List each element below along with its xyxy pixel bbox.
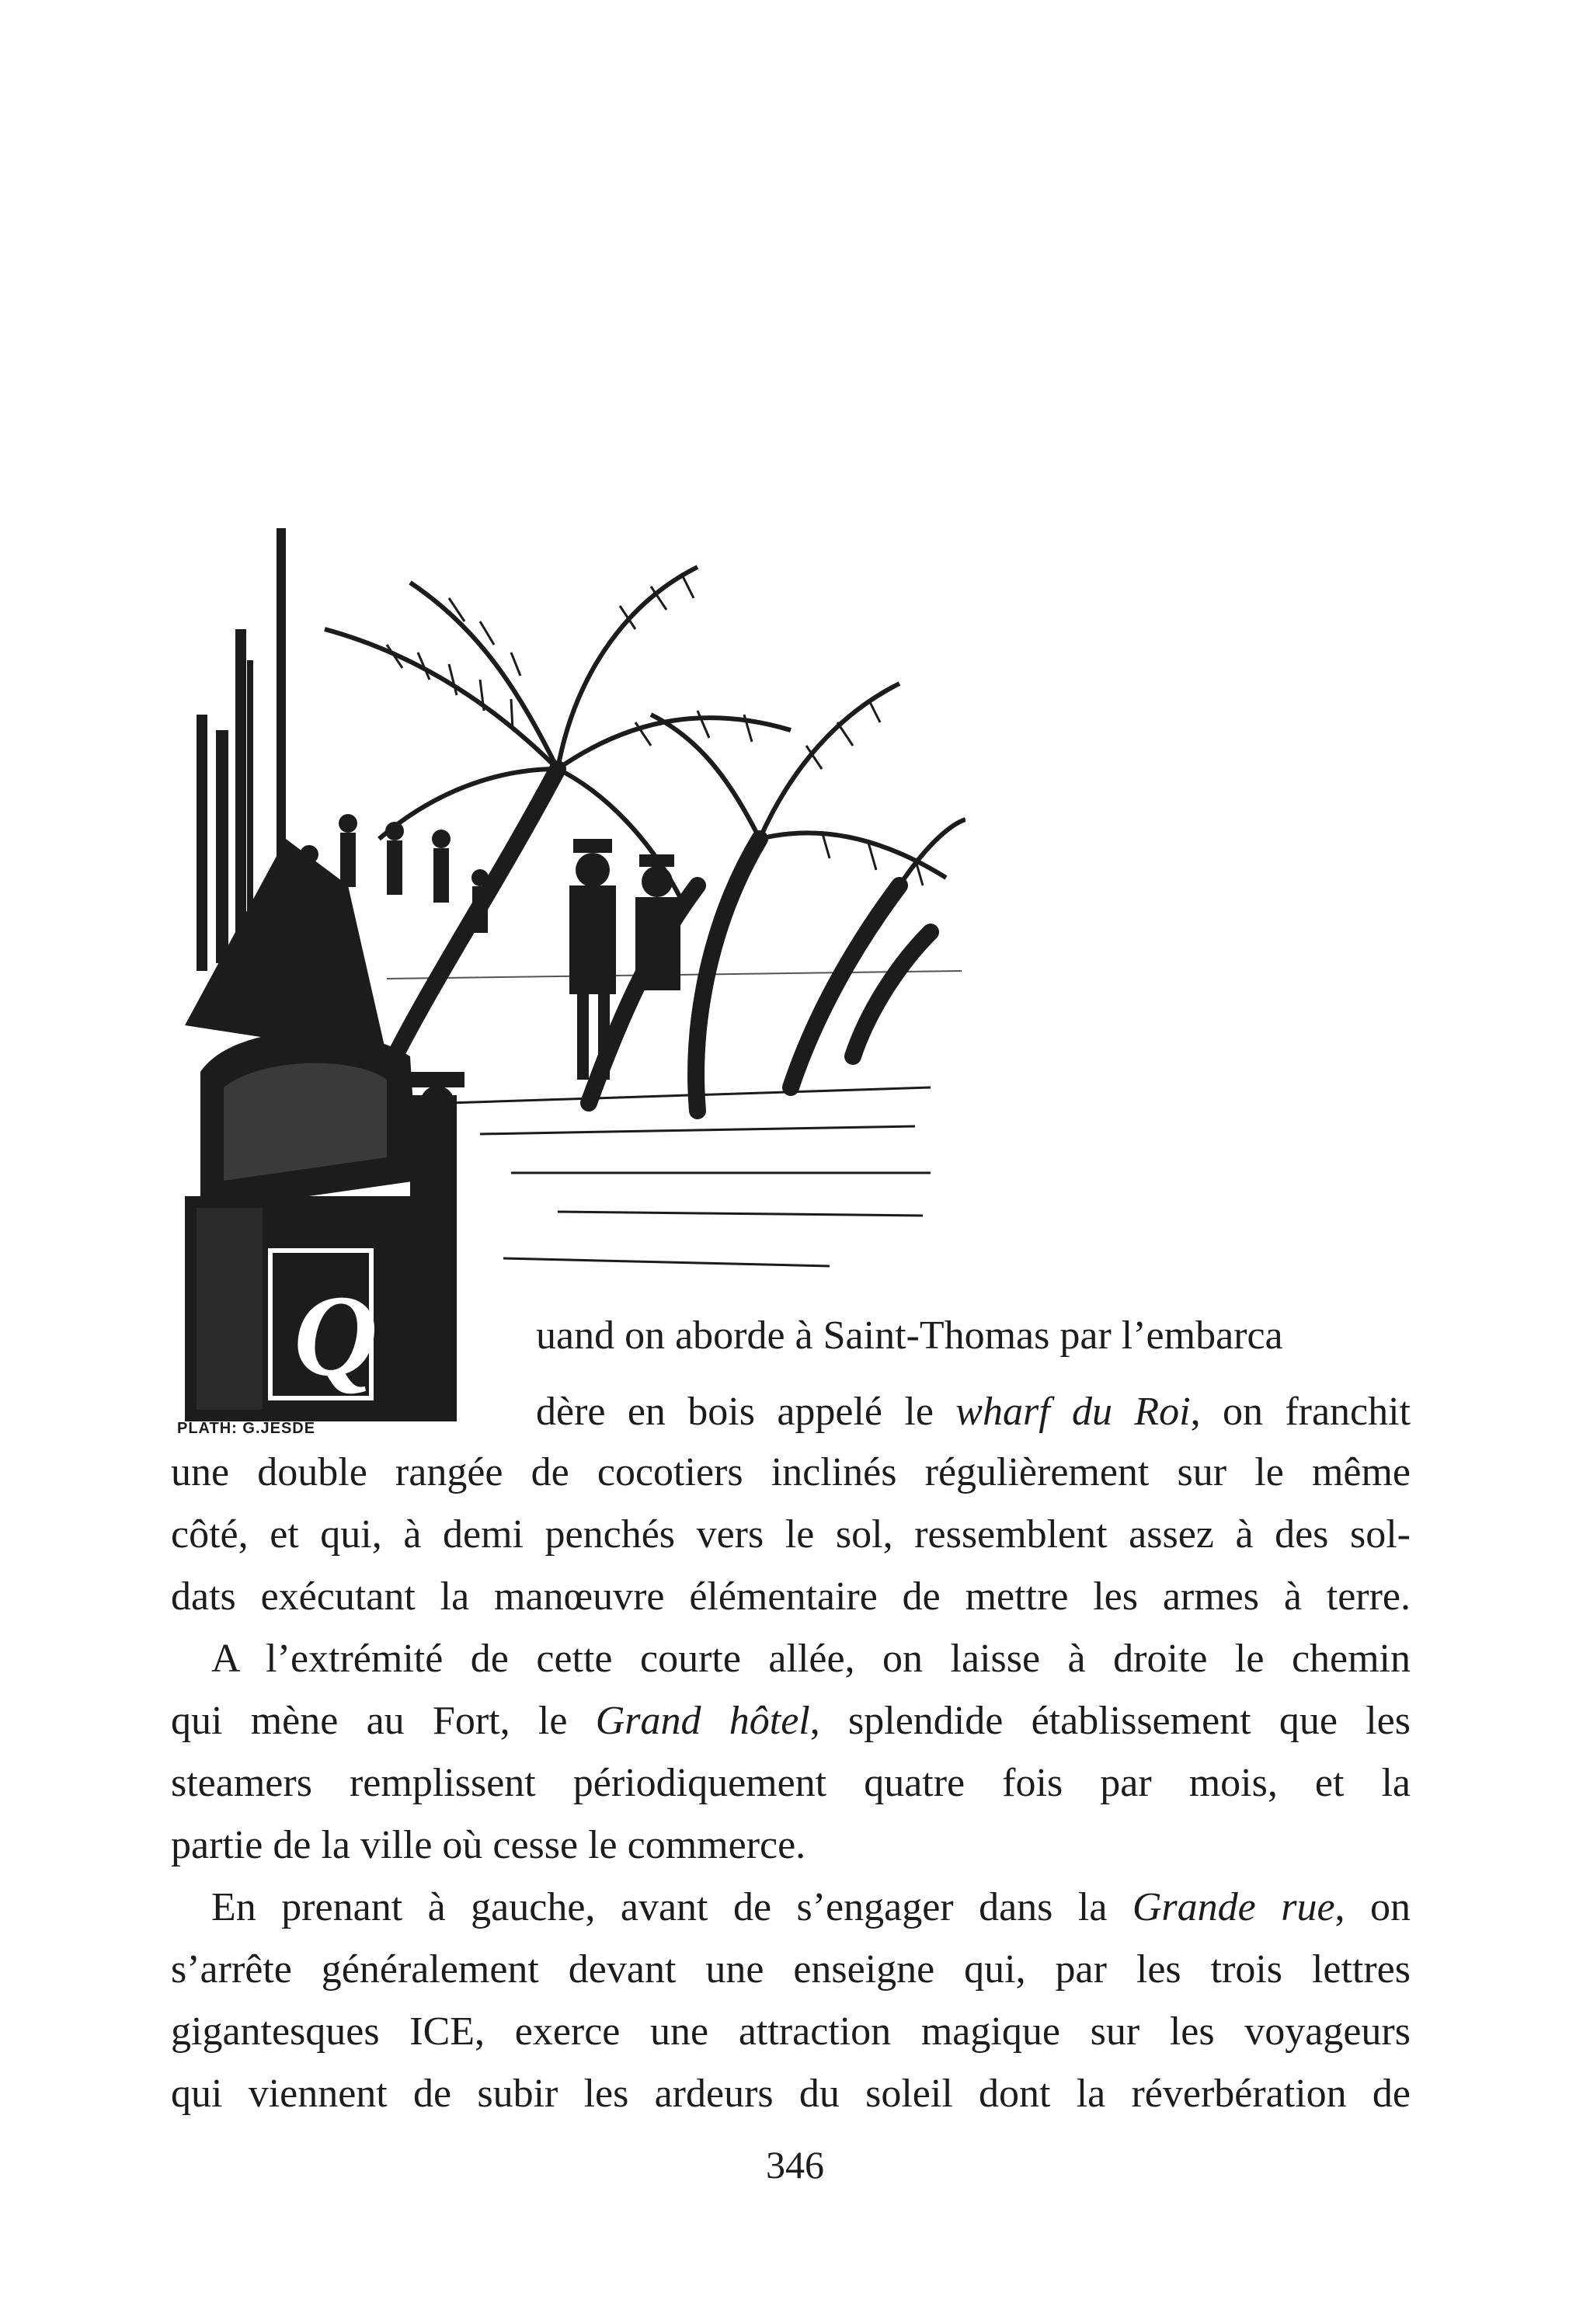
text-line-10-c: , on [1334,1885,1411,1929]
text-line-9-content: partie de la ville où cesse le commerce. [171,1823,806,1867]
text-line-13 [171,2071,1411,2117]
text-line-7-c: , splendide établissement que les [809,1699,1411,1743]
text-line-4 [171,1512,1411,1558]
text-line-1 [536,1313,1362,1359]
text-line-12 [171,2009,1411,2055]
dropcap-letter: Q [294,1272,378,1400]
engraving-palm-trees-wharf-icon [154,513,965,1433]
text-line-2-a: dère en bois appelé le [536,1390,956,1434]
text-line-5 [171,1574,1411,1620]
text-line-11 [171,1947,1411,1993]
text-line-7-italic: Grand hôtel [595,1699,810,1743]
page-number: 346 [766,2143,824,2187]
text-line-7 [171,1698,1411,1745]
text-line-1-content: uand on aborde à Saint-Thomas par l’embarca [536,1313,1283,1358]
text-line-9 [171,1822,948,1869]
text-line-11-content: s’arrête généralement devant une enseigne qui, par les trois lettres [171,1947,1411,1992]
text-line-2-italic: wharf du Roi [955,1390,1191,1434]
text-line-7-a: qui mène au Fort, le [171,1699,596,1743]
engraver-credit: PLATH: G.JESDE [177,1420,316,1433]
text-line-8-content: steamers remplissent périodiquement quatre fois par mois, et la [171,1761,1411,1805]
text-line-2-c: , on franchit [1190,1390,1411,1434]
text-line-3-content: une double rangée de cocotiers inclinés régulièrement sur le même [171,1450,1411,1494]
text-line-3 [171,1449,1411,1496]
text-line-13-content: qui viennent de subir les ardeurs du soleil dont la réverbération de [171,2072,1411,2116]
text-line-6 [211,1636,1411,1682]
text-line-10-italic: Grande rue [1132,1885,1335,1929]
text-line-10 [211,1884,1411,1931]
text-line-4-content: côté, et qui, à demi penchés vers le sol, ressemblent assez à des sol- [171,1512,1411,1557]
text-line-10-a: En prenant à gauche, avant de s’engager dans la [211,1885,1132,1929]
text-line-12-content: gigantesques ICE, exerce une attraction magique sur les voyageurs [171,2009,1411,2054]
text-line-5-content: dats exécutant la manœuvre élémentaire de mettre les armes à terre. [171,1574,1411,1619]
text-line-6-content: A l’extrémité de cette courte allée, on laisse à droite le chemin [211,1637,1411,1681]
engraving-illustration [154,513,965,1433]
text-line-8 [171,1760,1411,1807]
text-line-2 [536,1389,1411,1435]
